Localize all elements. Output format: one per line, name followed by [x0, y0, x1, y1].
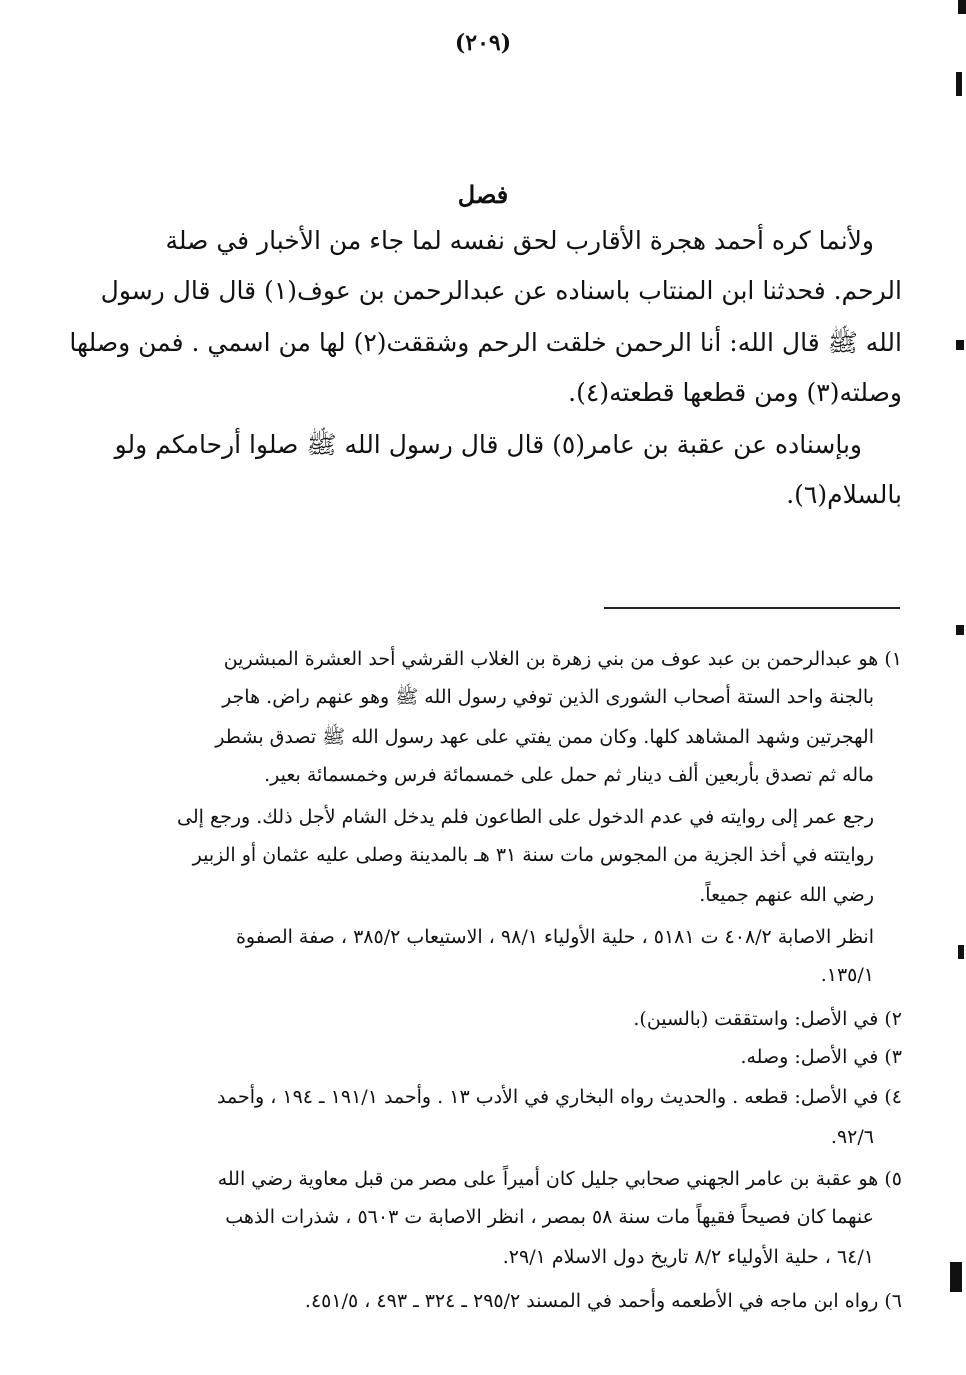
section-heading: فصل: [457, 180, 509, 209]
footnote-line: ١) هو عبدالرحمن بن عبد عوف من بني زهرة بن الغلاب القرشي أحد العشرة المبشرين: [223, 648, 902, 670]
body-line: وصلته(٣) ومن قطعها قطعته(٤).: [568, 378, 902, 407]
footnote-line: ٢) في الأصل: واستققت (بالسين).: [633, 1008, 902, 1030]
footnote-line: بالجنة واحد الستة أصحاب الشورى الذين توفي رسول الله ﷺ وهو عنهم راض. هاجر: [222, 686, 874, 708]
body-line: وبإسناده عن عقبة بن عامر(٥) قال قال رسول الله ﷺ صلوا أرحامكم ولو: [114, 430, 862, 459]
footnote-line: انظر الاصابة ٤٠٨/٢ ت ٥١٨١ ، حلية الأولياء ٩٨/١ ، الاستيعاب ٣٨٥/٢ ، صفة الصفوة: [235, 926, 874, 948]
body-line: الرحم. فحدثنا ابن المنتاب باسناده عن عبدالرحمن بن عوف(١) قال قال رسول: [100, 276, 902, 305]
footnote-separator: [604, 607, 900, 609]
scan-edge-mark: [950, 1262, 962, 1292]
footnote-line: ٦٤/١ ، حلية الأولياء ٨/٢ تاريخ دول الاسلام ٢٩/١.: [502, 1246, 874, 1268]
body-line: الله ﷺ قال الله: أنا الرحمن خلقت الرحم وشققت(٢) لها من اسمي . فمن وصلها: [69, 328, 902, 357]
scan-edge-mark-top: [958, 0, 966, 14]
footnote-line: روايتته في أخذ الجزية من المجوس مات سنة ٣١ هـ بالمدينة وصلى عليه عثمان أو الزبير: [192, 844, 874, 866]
page-number: (٢٠٩): [454, 30, 512, 56]
footnote-line: ٣) في الأصل: وصله.: [740, 1046, 902, 1068]
footnote-line: ٤) في الأصل: قطعه . والحديث رواه البخاري في الأدب ١٣ . وأحمد ١٩١/١ ـ ١٩٤ ، وأحمد: [217, 1086, 902, 1108]
scan-edge-mark: [958, 945, 964, 959]
footnote-line: ٦) رواه ابن ماجه في الأطعمه وأحمد في المسند ٢٩٥/٢ ـ ٣٢٤ ـ ٤٩٣ ، ٤٥١/٥.: [304, 1290, 902, 1312]
footnote-line: رجع عمر إلى روايته في عدم الدخول على الطاعون فلم يدخل الشام لأجل ذلك. ورجع إلى: [177, 806, 874, 828]
body-line: بالسلام(٦).: [786, 480, 902, 509]
scan-edge-mark: [956, 340, 964, 350]
footnote-line: ٥) هو عقبة بن عامر الجهني صحابي جليل كان أميراً على مصر من قبل معاوية رضي الله: [217, 1168, 902, 1190]
footnote-line: ١٣٥/١.: [820, 964, 874, 986]
footnote-line: رضي الله عنهم جميعاً.: [699, 884, 874, 906]
scan-edge-mark: [956, 72, 962, 96]
footnote-line: ٩٢/٦.: [830, 1126, 874, 1148]
body-line: ولأنما كره أحمد هجرة الأقارب لحق نفسه لما جاء من الأخبار في صلة: [165, 226, 874, 255]
footnote-line: عنهما كان فصيحاً فقيهاً مات سنة ٥٨ بمصر ، انظر الاصابة ت ٥٦٠٣ ، شذرات الذهب: [225, 1206, 874, 1228]
footnote-line: الهجرتين وشهد المشاهد كلها. وكان ممن يفتي على عهد رسول الله ﷺ تصدق بشطر: [215, 726, 874, 748]
footnote-line: ماله ثم تصدق بأربعين ألف دينار ثم حمل على خمسمائة فرس وخمسمائة بعير.: [264, 764, 874, 786]
scan-edge-mark: [956, 625, 964, 635]
